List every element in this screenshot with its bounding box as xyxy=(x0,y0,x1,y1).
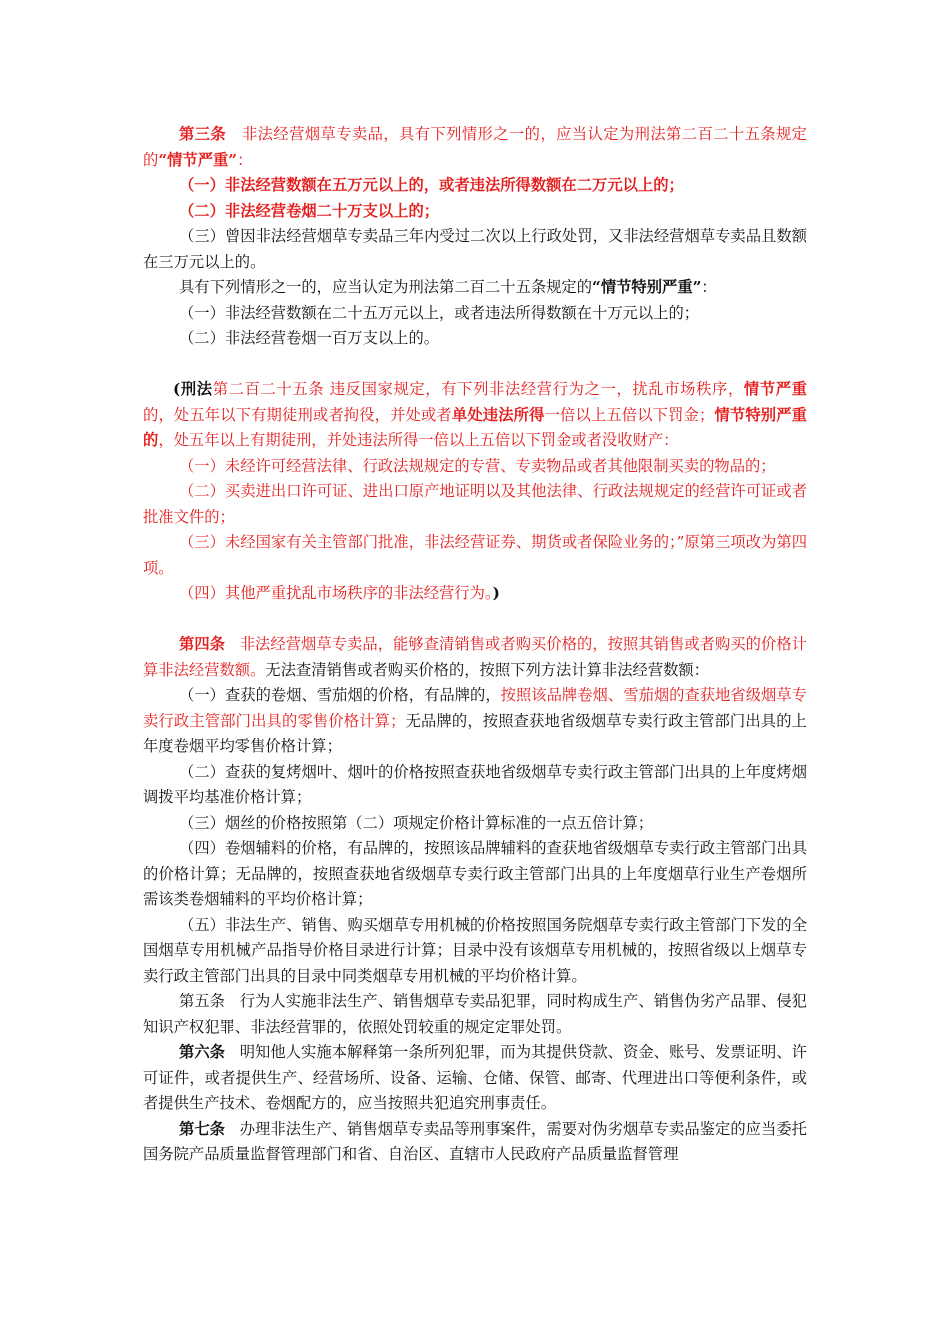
article-3-text: 非法经营烟草专卖品，具有下列情形之一的，应当认定为刑法第二百二十五条规定的 xyxy=(143,125,807,169)
article-4-item-2: （二）查获的复烤烟叶、烟叶的价格按照查获地省级烟草专卖行政主管部门出具的上年度烤烟调拨平均基准价格计算； xyxy=(143,762,807,806)
criminal-law-item-3: （三）未经国家有关主管部门批准，非法经营证券、期货或者保险业务的；”原第三项改为第四项。 xyxy=(143,533,807,577)
criminal-law-item-4 xyxy=(143,581,807,607)
article-3-special-item-1: （一）非法经营数额在二十五万元以上，或者违法所得数额在十万元以上的； xyxy=(179,303,700,322)
article-3-label: 第三条 xyxy=(179,125,227,143)
article-5-text: 行为人实施非法生产、销售烟草专卖品犯罪，同时构成生产、销售伪劣产品罪、侵犯知识产权犯罪、非法经营罪的，依照处罚较重的规定定罪处罚。 xyxy=(143,992,807,1036)
article-4-item-5: （五）非法生产、销售、购买烟草专用机械的价格按照国务院烟草专卖行政主管部门下发的全国烟草专用机械产品指导价格目录进行计算；目录中没有该烟草专用机械的，按照省级以上烟草专卖行政主管部门出具的目录中同类烟草专用机械的平均价格计算。 xyxy=(143,915,807,985)
criminal-law-s3: 一倍以上五倍以下罚金； xyxy=(544,405,715,424)
article-3-item-2-text: （二）非法经营卷烟二十万支以上的； xyxy=(179,201,440,220)
article-3-special-colon: ： xyxy=(701,278,717,296)
article-4-item-1-a: （一）查获的卷烟、雪茄烟的价格，有品牌的， xyxy=(179,686,501,704)
article-3-special-item-2: （二）非法经营卷烟一百万支以上的。 xyxy=(179,329,440,347)
criminal-law-s4: ，处五年以上有期徒刑，并处违法所得一倍以上五倍以下罚金或者没收财产： xyxy=(158,431,679,449)
criminal-law-open: (刑法 xyxy=(173,380,213,398)
article-3-intro xyxy=(143,122,807,173)
article-7 xyxy=(143,1117,807,1168)
article-3-item-1 xyxy=(143,173,807,199)
criminal-law-s2: 的，处五年以下有期徒刑或者拘役，并处或者 xyxy=(143,405,452,424)
article-6 xyxy=(143,1040,807,1117)
article-3-special-text: 具有下列情形之一的，应当认定为刑法第二百二十五条规定的 xyxy=(179,278,593,296)
article-4-label: 第四条 xyxy=(179,635,225,653)
criminal-law-close: ) xyxy=(492,584,500,602)
criminal-law-b3: 情节特别严重的 xyxy=(143,405,807,449)
article-3-item-2 xyxy=(143,199,807,225)
criminal-law-s1: 第二百二十五条 违反国家规定，有下列非法经营行为之一，扰乱市场秩序， xyxy=(212,380,744,398)
article-3-special-intro xyxy=(143,275,807,301)
document-page xyxy=(143,122,807,1168)
article-5 xyxy=(143,989,807,1040)
article-4-item-4: （四）卷烟辅料的价格，有品牌的，按照该品牌辅料的查获地省级烟草专卖行政主管部门出具的价格计算；无品牌的，按照查获地省级烟草专卖行政主管部门出具的上年度烟草行业生产卷烟所需该类卷烟辅料的平均价格计算； xyxy=(143,839,807,908)
paragraph-gap xyxy=(143,607,807,633)
criminal-law-item-2: （二）买卖进出口许可证、进出口原产地证明以及其他法律、行政法规规定的经营许可证或者批准文件的； xyxy=(143,482,807,526)
article-7-label: 第七条 xyxy=(179,1119,225,1138)
article-3-item-1-text: （一）非法经营数额在五万元以上的，或者违法所得数额在二万元以上的； xyxy=(179,176,684,194)
article-4-text: 无法查清销售或者购买价格的，按照下列方法计算非法经营数额： xyxy=(265,660,710,679)
article-3-item-3: （三）曾因非法经营烟草专卖品三年内受过二次以上行政处罚，又非法经营烟草专卖品且数额在三万元以上的。 xyxy=(143,227,807,271)
criminal-law-b1: 情节严重 xyxy=(743,380,807,398)
article-7-text: 办理非法生产、销售烟草专卖品等刑事案件，需要对伪劣烟草专卖品鉴定的应当委托国务院产品质量监督管理部门和省、自治区、直辖市人民政府产品质量监督管理 xyxy=(143,1119,807,1163)
criminal-law-b2: 单处违法所得 xyxy=(451,405,545,424)
article-4-item-1-b: 无品牌的，按照查获地省级烟草专卖行政主管部门出具的上年度卷烟平均零售价格计算； xyxy=(143,711,807,755)
article-4-item-3: （三）烟丝的价格按照第（二）项规定价格计算标准的一点五倍计算； xyxy=(179,813,654,832)
article-3-quote: “情节严重” xyxy=(158,150,238,169)
article-4-intro xyxy=(143,632,807,683)
paragraph-gap xyxy=(143,352,807,378)
criminal-law-225 xyxy=(143,377,807,454)
article-4-item-1 xyxy=(143,683,807,760)
article-3-colon: ： xyxy=(237,150,253,169)
article-6-text: 明知他人实施本解释第一条所列犯罪，而为其提供贷款、资金、账号、发票证明、许可证件，或者提供生产、经营场所、设备、运输、仓储、保管、邮寄、代理进出口等便利条件，或者提供生产技术、卷烟配方的，应当按照共犯追究刑事责任。 xyxy=(143,1043,807,1112)
criminal-law-item-4-text: （四）其他严重扰乱市场秩序的非法经营行为。 xyxy=(179,584,493,602)
article-6-label: 第六条 xyxy=(179,1043,225,1061)
article-4-item-1-red: 按照该品牌卷烟、雪茄烟的查获地省级烟草专卖行政主管部门出具的零售价格计算； xyxy=(143,686,807,730)
article-5-label: 第五条 xyxy=(179,992,225,1010)
article-4-red-text: 非法经营烟草专卖品，能够查清销售或者购买价格的，按照其销售或者购买的价格计算非法经营数额。 xyxy=(143,635,807,679)
criminal-law-item-1: （一）未经许可经营法律、行政法规规定的专营、专卖物品或者其他限制买卖的物品的； xyxy=(179,456,776,475)
article-3-special-quote: “情节特别严重” xyxy=(592,278,702,296)
